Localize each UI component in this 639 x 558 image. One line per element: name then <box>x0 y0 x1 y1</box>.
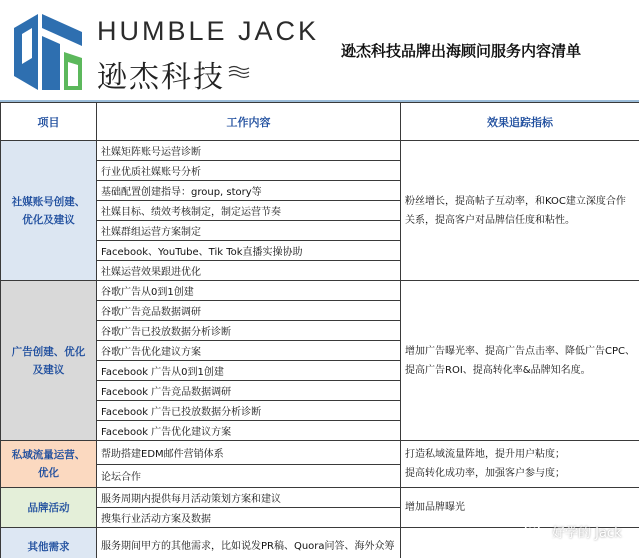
work-item: 服务期间甲方的其他需求，比如说发PR稿、Quora问答、海外众筹 <box>97 528 401 558</box>
wechat-icon <box>524 520 546 542</box>
table-row <box>1 141 639 161</box>
work-item: 社媒目标、绩效考核制定，制定运营节奏 <box>97 201 401 221</box>
metric-line: 打造私域流量阵地，提升用户粘度； <box>405 449 565 460</box>
document-title: 逊杰科技品牌出海顾问服务内容清单 <box>341 42 582 60</box>
category-social-media: 社媒账号创建、优化及建议 <box>1 141 97 281</box>
category-ads: 广告创建、优化及建议 <box>1 281 97 441</box>
work-item: 谷歌广告优化建议方案 <box>97 341 401 361</box>
work-item: 服务周期内提供每月活动策划方案和建议 <box>97 488 401 508</box>
work-item: 社媒矩阵账号运营诊断 <box>97 141 401 161</box>
table-row <box>1 441 639 465</box>
work-item: Facebook 广告竞品数据调研 <box>97 381 401 401</box>
table-row <box>1 488 639 508</box>
header-project: 项目 <box>1 103 97 141</box>
metric-private-traffic <box>401 441 639 488</box>
work-item: Facebook 广告从0到1创建 <box>97 361 401 381</box>
work-item: 行业优质社媒账号分析 <box>97 161 401 181</box>
category-other: 其他需求 <box>1 528 97 558</box>
work-item: 社媒运营效果跟进优化 <box>97 261 401 281</box>
work-item: 基础配置创建指导：group, story等 <box>97 181 401 201</box>
work-item: 搜集行业活动方案及数据 <box>97 508 401 528</box>
table-header-row <box>1 103 639 141</box>
metric-brand-events: 增加品牌曝光 <box>401 488 639 528</box>
page-header <box>0 0 639 104</box>
metric-ads: 增加广告曝光率、提高广告点击率、降低广告CPC、提高广告ROI、提高转化率&品牌知名度。 <box>401 281 639 441</box>
brand-name-chinese: 逊杰科技 <box>97 60 225 95</box>
work-item: 论坛合作 <box>97 464 401 488</box>
header-metrics: 效果追踪指标 <box>401 103 639 141</box>
work-item: Facebook 广告已投放数据分析诊断 <box>97 401 401 421</box>
humble-jack-logo-icon <box>8 6 88 96</box>
table-row <box>1 281 639 301</box>
category-brand-events: 品牌活动 <box>1 488 97 528</box>
service-table <box>0 102 639 558</box>
watermark <box>524 520 622 542</box>
watermark-text: 好学的 Jack <box>552 525 622 541</box>
work-item: Facebook 广告优化建议方案 <box>97 421 401 441</box>
metric-social-media: 粉丝增长，提高帖子互动率，和KOC建立深度合作关系，提高客户对品牌信任度和粘性。 <box>401 141 639 281</box>
work-item: 谷歌广告已投放数据分析诊断 <box>97 321 401 341</box>
header-work-content: 工作内容 <box>97 103 401 141</box>
metric-line: 提高转化成功率，加强客户参与度； <box>405 468 565 479</box>
wave-lines-icon <box>228 65 250 79</box>
work-item: 帮助搭建EDM邮件营销体系 <box>97 441 401 465</box>
work-item: 谷歌广告从0到1创建 <box>97 281 401 301</box>
brand-name-english: HUMBLE JACK <box>97 16 320 46</box>
work-item: 社媒群组运营方案制定 <box>97 221 401 241</box>
work-item: Facebook、YouTube、Tik Tok直播实操协助 <box>97 241 401 261</box>
work-item: 谷歌广告竞品数据调研 <box>97 301 401 321</box>
category-private-traffic: 私域流量运营、优化 <box>1 441 97 488</box>
